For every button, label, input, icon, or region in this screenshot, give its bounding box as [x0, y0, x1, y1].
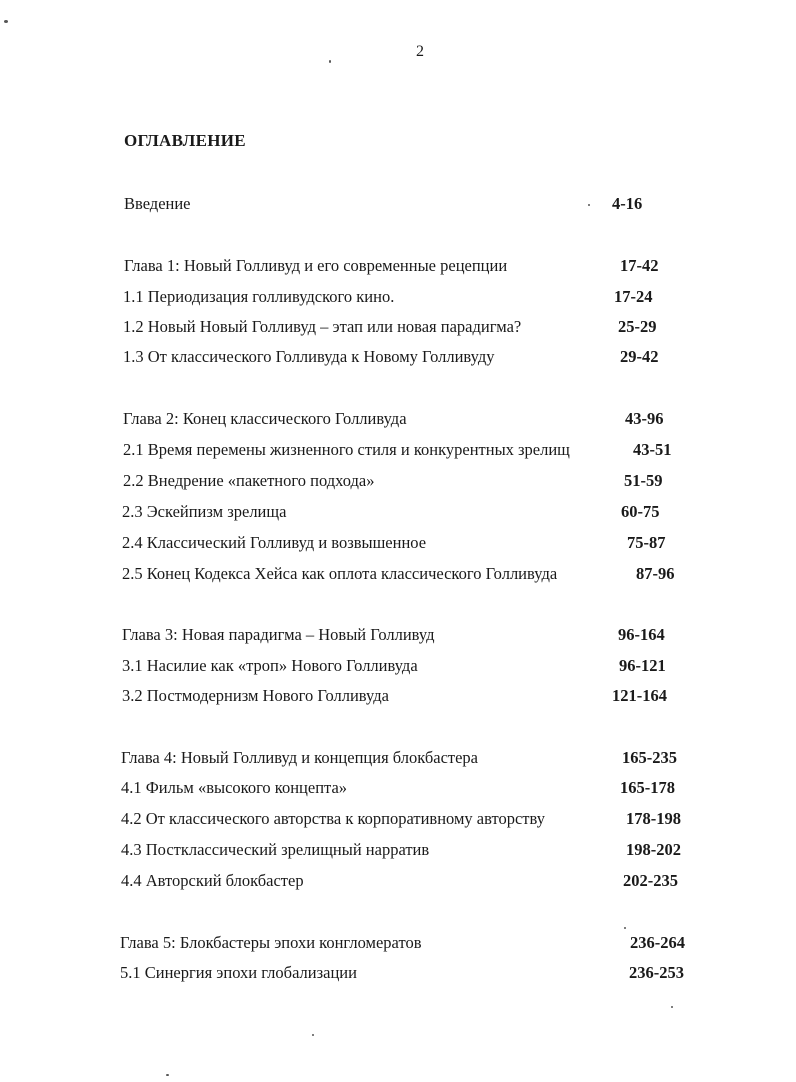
- toc-entry-pages: 178-198: [626, 809, 681, 828]
- toc-entry-pages: 43-96: [625, 409, 664, 428]
- scan-speck: [624, 927, 626, 929]
- scan-speck: [312, 1034, 314, 1036]
- toc-entry-title: Глава 1: Новый Голливуд и его современные рецепции: [124, 256, 508, 275]
- toc-entry-pages: 198-202: [626, 840, 681, 859]
- toc-entry-title: 2.5 Конец Кодекса Хейса как оплота классического Голливуда: [122, 564, 558, 583]
- scan-speck: [4, 20, 8, 23]
- toc-entry-pages: 121-164: [612, 686, 667, 705]
- toc-entry-title: 4.2 От классического авторства к корпоративному авторству: [121, 809, 545, 828]
- toc-entry-pages: 202-235: [623, 871, 678, 890]
- toc-entry-pages: 87-96: [636, 564, 675, 583]
- page-number: 2: [416, 43, 424, 60]
- toc-entry-title: 2.2 Внедрение «пакетного подхода»: [123, 471, 375, 490]
- toc-entry-title: 1.1 Периодизация голливудского кино.: [123, 287, 395, 306]
- toc-entry-title: 2.3 Эскейпизм зрелища: [122, 502, 287, 521]
- toc-entry-pages: 96-164: [618, 625, 665, 644]
- scan-speck: [671, 1006, 673, 1008]
- toc-entry-title: 4.4 Авторский блокбастер: [121, 871, 304, 890]
- toc-entry-pages: 165-178: [620, 778, 675, 797]
- toc-entry-pages: 165-235: [622, 748, 677, 767]
- toc-entry-title: 3.1 Насилие как «троп» Нового Голливуда: [122, 656, 418, 675]
- toc-entry-pages: 43-51: [633, 440, 672, 459]
- toc-entry-pages: 29-42: [620, 347, 659, 366]
- toc-entry-title: 5.1 Синергия эпохи глобализации: [120, 963, 357, 982]
- toc-entry-pages: 17-24: [614, 287, 653, 306]
- toc-entry-title: Глава 4: Новый Голливуд и концепция блокбастера: [121, 748, 479, 767]
- scan-speck: [329, 60, 331, 63]
- toc-entry-pages: 236-253: [629, 963, 684, 982]
- toc-entry-title: Глава 3: Новая парадигма – Новый Голливуд: [122, 625, 435, 644]
- toc-entry-title: 4.1 Фильм «высокого концепта»: [121, 778, 348, 797]
- toc-entry-pages: 236-264: [630, 933, 685, 952]
- toc-entry-pages: 25-29: [618, 317, 657, 336]
- toc-entry-title: 1.3 От классического Голливуда к Новому Голливуду: [123, 347, 495, 366]
- toc-entry-title: Глава 2: Конец классического Голливуда: [123, 409, 407, 428]
- toc-entry-title: Глава 5: Блокбастеры эпохи конгломератов: [120, 933, 422, 952]
- toc-entry-pages: 75-87: [627, 533, 666, 552]
- toc-entry-title: 4.3 Постклассический зрелищный нарратив: [121, 840, 430, 859]
- scan-speck: [588, 204, 590, 206]
- scan-speck: [166, 1074, 169, 1076]
- toc-entry-pages: 17-42: [620, 256, 659, 275]
- toc-heading: ОГЛАВЛЕНИЕ: [124, 131, 246, 150]
- toc-entry-title: 2.1 Время перемены жизненного стиля и конкурентных зрелищ: [123, 440, 570, 459]
- toc-entry-title: Введение: [124, 194, 191, 213]
- toc-entry-pages: 96-121: [619, 656, 666, 675]
- toc-entry-title: 2.4 Классический Голливуд и возвышенное: [122, 533, 427, 552]
- toc-entry-pages: 4-16: [612, 194, 643, 213]
- toc-entry-pages: 51-59: [624, 471, 663, 490]
- toc-entry-pages: 60-75: [621, 502, 660, 521]
- toc-entry-title: 3.2 Постмодернизм Нового Голливуда: [122, 686, 389, 705]
- toc-entry-title: 1.2 Новый Новый Голливуд – этап или новая парадигма?: [123, 317, 522, 336]
